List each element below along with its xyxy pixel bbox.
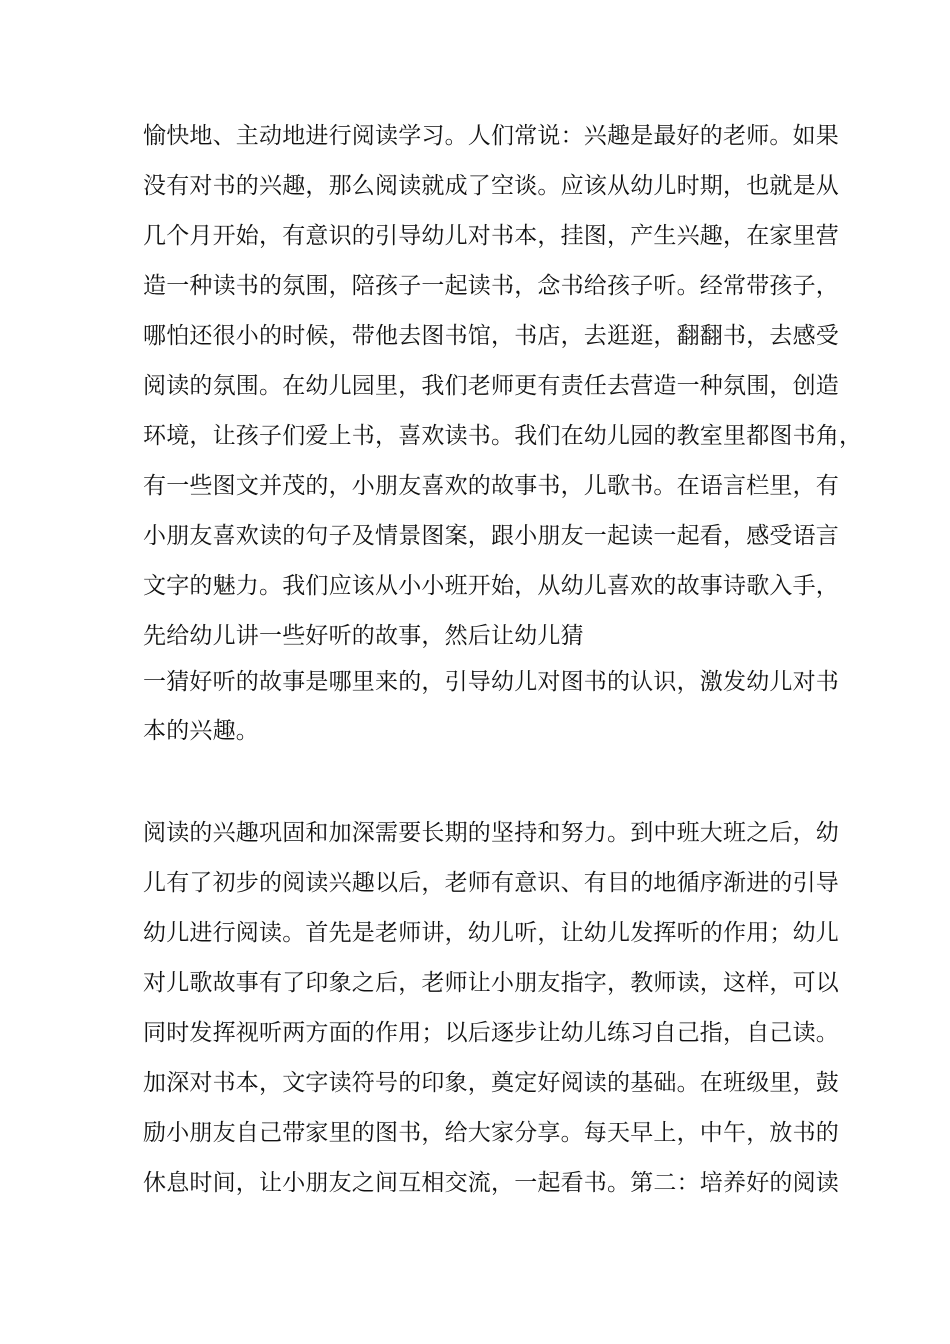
paragraph-1-line-7: 环境，让孩子们爱上书，喜欢读书。我们在幼儿园的教室里都图书角， bbox=[143, 423, 863, 449]
paragraph-2-line-6: 加深对书本，文字读符号的印象，奠定好阅读的基础。在班级里，鼓 bbox=[143, 1070, 839, 1096]
paragraph-1-line-4: 造一种读书的氛围，陪孩子一起读书，念书给孩子听。经常带孩子， bbox=[143, 273, 839, 299]
paragraph-2-line-2: 儿有了初步的阅读兴趣以后，老师有意识、有目的地循序渐进的引导 bbox=[143, 870, 839, 896]
paragraph-2-line-3: 幼儿进行阅读。首先是老师讲，幼儿听，让幼儿发挥听的作用；幼儿 bbox=[143, 920, 839, 946]
paragraph-1-line-2: 没有对书的兴趣，那么阅读就成了空谈。应该从幼儿时期，也就是从 bbox=[143, 173, 839, 199]
paragraph-1-line-9: 小朋友喜欢读的句子及情景图案，跟小朋友一起读一起看，感受语言 bbox=[143, 523, 839, 549]
paragraph-2-line-7: 励小朋友自己带家里的图书，给大家分享。每天早上，中午，放书的 bbox=[143, 1120, 839, 1146]
paragraph-1-line-10: 文字的魅力。我们应该从小小班开始，从幼儿喜欢的故事诗歌入手， bbox=[143, 573, 839, 599]
paragraph-1-line-8: 有一些图文并茂的，小朋友喜欢的故事书，儿歌书。在语言栏里，有 bbox=[143, 473, 839, 499]
paragraph-1-line-1: 愉快地、主动地进行阅读学习。人们常说：兴趣是最好的老师。如果 bbox=[143, 123, 839, 149]
paragraph-1-line-11: 先给幼儿讲一些好听的故事，然后让幼儿猜 bbox=[143, 623, 584, 649]
paragraph-1-line-5: 哪怕还很小的时候，带他去图书馆，书店，去逛逛，翻翻书，去感受 bbox=[143, 323, 839, 349]
paragraph-1-line-3: 几个月开始，有意识的引导幼儿对书本，挂图，产生兴趣，在家里营 bbox=[143, 223, 839, 249]
paragraph-1-line-12: 一猜好听的故事是哪里来的，引导幼儿对图书的认识，激发幼儿对书 bbox=[143, 669, 839, 695]
paragraph-1-line-13: 本的兴趣。 bbox=[143, 718, 259, 744]
paragraph-2-line-8: 休息时间，让小朋友之间互相交流，一起看书。第二：培养好的阅读 bbox=[143, 1170, 839, 1196]
paragraph-2-line-1: 阅读的兴趣巩固和加深需要长期的坚持和努力。到中班大班之后，幼 bbox=[143, 820, 839, 846]
paragraph-2-line-5: 同时发挥视听两方面的作用；以后逐步让幼儿练习自己指，自己读。 bbox=[143, 1020, 839, 1046]
paragraph-1-line-6: 阅读的氛围。在幼儿园里，我们老师更有责任去营造一种氛围，创造 bbox=[143, 373, 839, 399]
paragraph-2-line-4: 对儿歌故事有了印象之后，老师让小朋友指字，教师读，这样，可以 bbox=[143, 970, 839, 996]
